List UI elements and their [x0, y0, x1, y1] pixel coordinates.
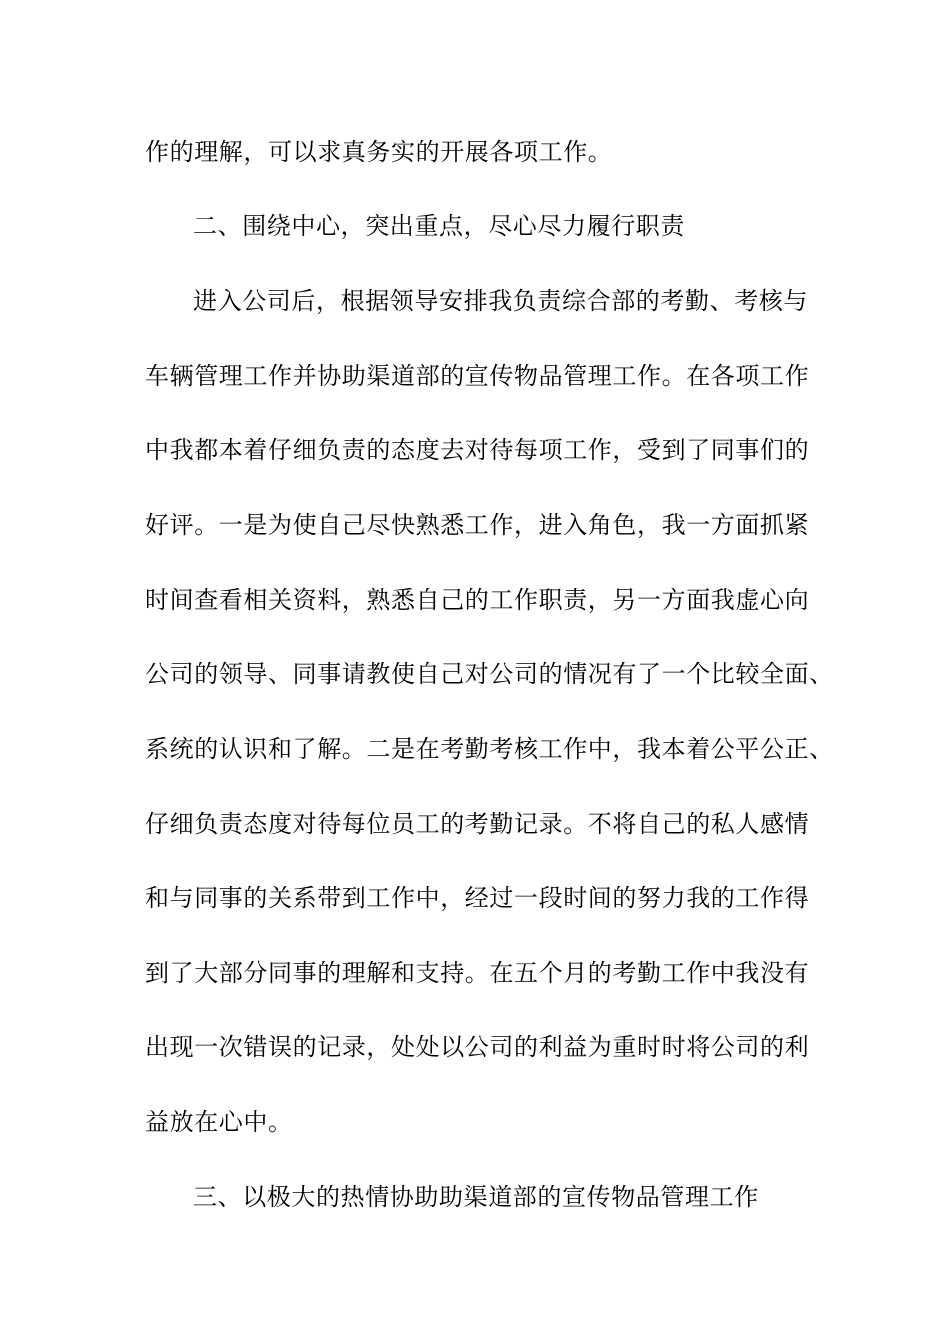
paragraph-line: 仔细负责态度对待每位员工的考勤记录。不将自己的私人感情 [145, 810, 810, 838]
section-heading: 二、围绕中心，突出重点，尽心尽力履行职责 [193, 212, 685, 240]
paragraph-line: 好评。一是为使自己尽快熟悉工作，进入角色，我一方面抓紧 [145, 511, 810, 539]
section-heading: 三、以极大的热情协助助渠道部的宣传物品管理工作 [193, 1183, 759, 1211]
paragraph-line: 作的理解，可以求真务实的开展各项工作。 [145, 138, 613, 166]
paragraph-line: 和与同事的关系带到工作中，经过一段时间的努力我的工作得 [145, 884, 810, 912]
paragraph-line: 车辆管理工作并协助渠道部的宣传物品管理工作。在各项工作 [145, 362, 810, 390]
paragraph-line: 益放在心中。 [145, 1108, 293, 1136]
paragraph-line: 出现一次错误的记录，处处以公司的利益为重时时将公司的利 [145, 1033, 810, 1061]
paragraph-line: 系统的认识和了解。二是在考勤考核工作中，我本着公平公正、 [145, 735, 834, 763]
paragraph-line: 进入公司后，根据领导安排我负责综合部的考勤、考核与 [193, 287, 808, 315]
paragraph-line: 中我都本着仔细负责的态度去对待每项工作，受到了同事们的 [145, 436, 810, 464]
paragraph-line: 时间查看相关资料，熟悉自己的工作职责，另一方面我虚心向 [145, 586, 810, 614]
paragraph-line: 公司的领导、同事请教使自己对公司的情况有了一个比较全面、 [145, 660, 834, 688]
paragraph-line: 到了大部分同事的理解和支持。在五个月的考勤工作中我没有 [145, 959, 810, 987]
